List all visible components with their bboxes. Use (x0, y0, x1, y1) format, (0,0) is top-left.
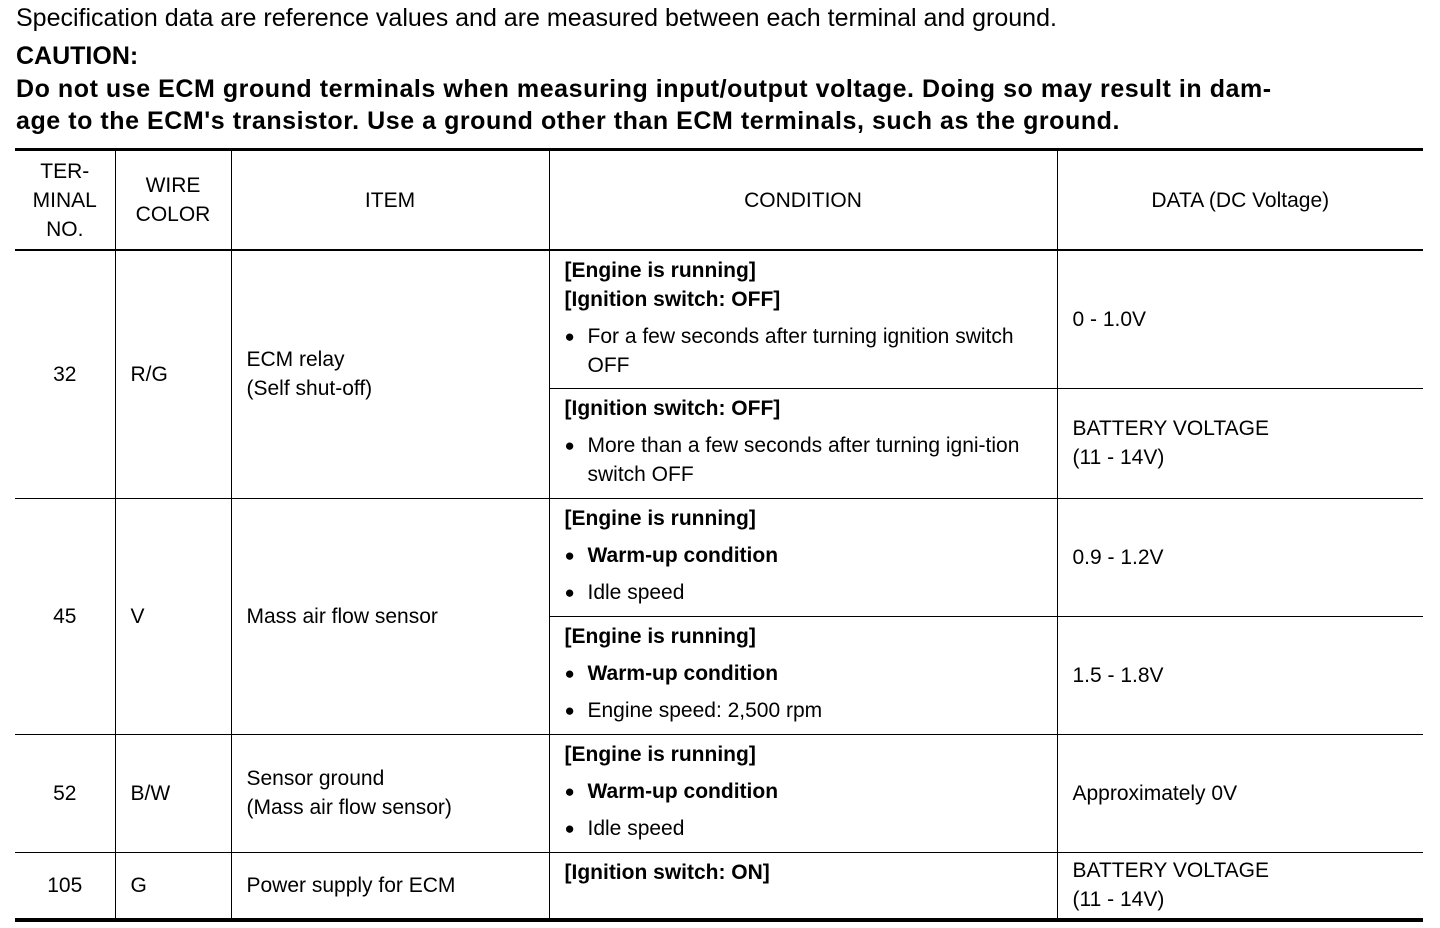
item-line: Sensor ground (246, 767, 385, 790)
bullet-text: Warm-up condition (587, 661, 779, 685)
table-header-row (15, 150, 1423, 251)
item-line: (Self shut-off) (246, 377, 373, 401)
bullet-text: Warm-up condition (587, 779, 779, 803)
header-wire-line: COLOR (135, 203, 211, 226)
condition-header: [Ignition switch: ON] (564, 860, 770, 884)
wire-color-cell: R/G (115, 250, 231, 498)
item-line: Mass air flow sensor (246, 604, 438, 628)
condition-bullet (565, 541, 1042, 570)
condition-header: [Engine is running] (564, 259, 756, 282)
data-value-line: 1.5 - 1.8V (1072, 663, 1164, 687)
data-value-line: (11 - 14V) (1072, 888, 1165, 912)
condition-header: [Engine is running] (564, 742, 756, 766)
condition-cell (549, 498, 1057, 616)
condition-cell (549, 388, 1057, 498)
condition-bullet (565, 431, 1042, 489)
bullet-dot-icon: ● (564, 327, 575, 346)
item-line: (Mass air flow sensor) (246, 796, 452, 819)
bullet-dot-icon: ● (564, 435, 575, 455)
condition-header: [Ignition switch: OFF] (564, 396, 781, 420)
data-value-cell (1057, 498, 1423, 616)
header-wire-color (115, 150, 231, 251)
terminal-no-cell: 45 (15, 498, 115, 734)
data-value-line: (11 - 14V) (1072, 446, 1165, 469)
condition-bullet (565, 777, 1042, 806)
condition-bullet (565, 696, 1042, 725)
data-value-line: 0 - 1.0V (1072, 307, 1147, 331)
header-data: DATA (DC Voltage) (1057, 150, 1423, 251)
caution-text (16, 73, 1424, 137)
caution-line-1: Do not use ECM ground terminals when measuring input/output voltage. Doing so may result in dam- (16, 75, 1272, 103)
bullet-text: Engine speed: 2,500 rpm (587, 698, 823, 722)
condition-cell (549, 616, 1057, 734)
caution-line-2: age to the ECM's transistor. Use a ground other than ECM terminals, such as the ground. (16, 107, 1120, 135)
header-terminal-line: MINAL (32, 188, 97, 212)
item-cell (231, 734, 549, 852)
bullet-text: For a few seconds after turning ignition switch OFF (587, 325, 1014, 377)
terminal-no-cell: 32 (15, 250, 115, 498)
condition-cell (549, 734, 1057, 852)
condition-header: [Ignition switch: OFF] (564, 288, 781, 311)
data-value-cell (1057, 734, 1423, 852)
condition-bullet (565, 659, 1042, 688)
bullet-dot-icon: ● (564, 663, 575, 683)
data-value-line: BATTERY VOLTAGE (1072, 417, 1269, 440)
wire-color-cell: V (115, 498, 231, 734)
header-terminal-line: TER- (40, 159, 90, 183)
condition-cell (549, 852, 1057, 920)
table-row (15, 498, 1423, 616)
terminal-no-cell: 52 (15, 734, 115, 852)
data-value-cell (1057, 388, 1423, 498)
table-row (15, 734, 1423, 852)
terminal-spec-table (15, 148, 1423, 922)
data-value-line: BATTERY VOLTAGE (1072, 859, 1269, 883)
bullet-text: More than a few seconds after turning igni-tion switch OFF (587, 433, 1020, 486)
wire-color-cell: G (115, 852, 231, 920)
header-wire-line: WIRE (145, 174, 201, 197)
data-value-line: 0.9 - 1.2V (1072, 545, 1164, 569)
table-row (15, 250, 1423, 388)
header-terminal-line: NO. (46, 217, 84, 241)
bullet-dot-icon: ● (564, 818, 575, 838)
header-item: ITEM (231, 150, 549, 251)
data-value-cell (1057, 852, 1423, 920)
data-value-line: Approximately 0V (1072, 781, 1238, 805)
bullet-dot-icon: ● (564, 700, 575, 720)
item-cell (231, 852, 549, 920)
wire-color-cell: B/W (115, 734, 231, 852)
header-terminal-no (15, 150, 115, 251)
condition-bullet (565, 578, 1042, 607)
item-cell (231, 498, 549, 734)
bullet-text: Idle speed (587, 580, 685, 604)
header-condition: CONDITION (549, 150, 1057, 251)
item-cell (231, 250, 549, 498)
data-value-cell (1057, 250, 1423, 388)
condition-cell (549, 250, 1057, 388)
item-line: ECM relay (246, 348, 345, 372)
table-row (15, 852, 1423, 920)
data-value-cell (1057, 616, 1423, 734)
condition-bullet (565, 814, 1042, 843)
bullet-dot-icon: ● (564, 582, 575, 602)
caution-title: CAUTION: (16, 42, 139, 70)
bullet-text: Idle speed (587, 816, 685, 840)
bullet-dot-icon: ● (564, 781, 575, 801)
bullet-dot-icon: ● (564, 545, 575, 565)
table-body (15, 250, 1423, 920)
item-line: Power supply for ECM (246, 873, 456, 897)
condition-header: [Engine is running] (564, 506, 756, 530)
terminal-no-cell: 105 (15, 852, 115, 920)
condition-bullet (565, 322, 1042, 380)
condition-header: [Engine is running] (564, 624, 756, 648)
intro-text: Specification data are reference values and are measured between each terminal and ground. (16, 4, 1057, 32)
bullet-text: Warm-up condition (587, 543, 779, 567)
